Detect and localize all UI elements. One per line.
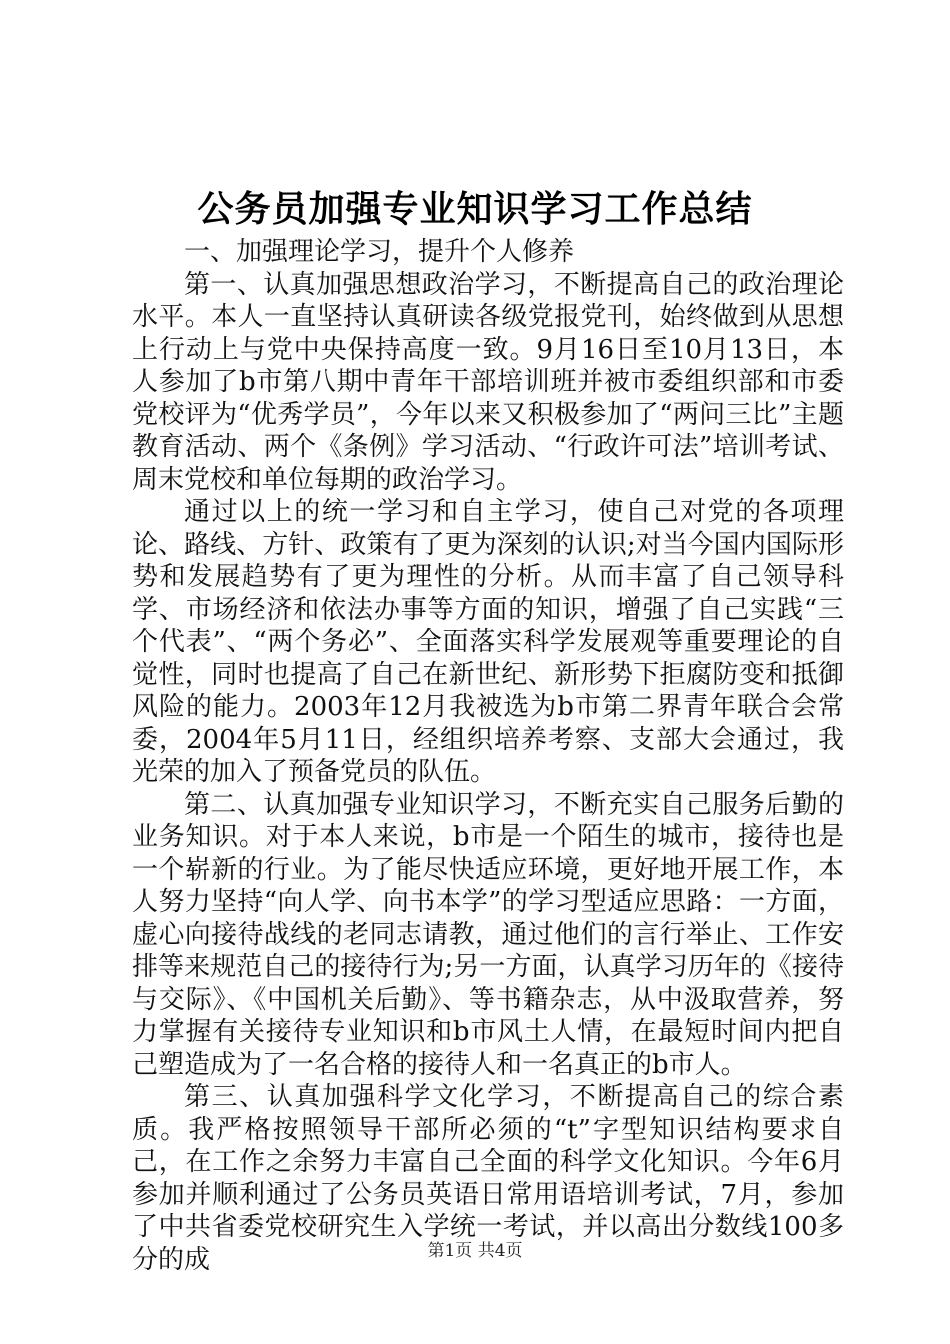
paragraph-4: 第三、认真加强科学文化学习，不断提高自己的综合素质。我严格按照领导干部所必须的“t”字型知识结构要求自己，在工作之余努力丰富自己全面的科学文化知识。今年6月参加并顺利通过了公务员英语日常用语培训考试，7月，参加了中共省委党校研究生入学统一考试，并以高出分数线100多分的成 — [132, 1082, 844, 1275]
document-body — [132, 236, 844, 1276]
section-heading: 一、加强理论学习，提升个人修养 — [184, 237, 575, 267]
paragraph-3: 第二、认真加强专业知识学习，不断充实自己服务后勤的业务知识。对于本人来说，b市是一个陌生的城市，接待也是一个崭新的行业。为了能尽快适应环境，更好地开展工作，本人努力坚持“向人学、向书本学”的学习型适应思路：一方面，虚心向接待战线的老同志请教，通过他们的言行举止、工作安排等来规范自己的接待行为;另一方面，认真学习历年的《接待与交际》、《中国机关后勤》、等书籍杂志，从中汲取营养，努力掌握有关接待专业知识和b市风土人情，在最短时间内把自己塑造成为了一名合格的接待人和一名真正的b市人。 — [132, 789, 844, 1080]
document-title: 公务员加强专业知识学习工作总结 — [197, 189, 753, 230]
page-number: 第1页 共4页 — [427, 1241, 523, 1261]
paragraph-1: 第一、认真加强思想政治学习，不断提高自己的政治理论水平。本人一直坚持认真研读各级党报党刊，始终做到从思想上行动上与党中央保持高度一致。9月16日至10月13日，本人参加了b市第八期中青年干部培训班并被市委组织部和市委党校评为“优秀学员”，今年以来又积极参加了“两问三比”主题教育活动、两个《条例》学习活动、“行政许可法”培训考试、周末党校和单位每期的政治学习。 — [132, 269, 844, 495]
paragraph-2: 通过以上的统一学习和自主学习，使自己对党的各项理论、路线、方针、政策有了更为深刻的认识;对当今国内国际形势和发展趋势有了更为理性的分析。从而丰富了自己领导科学、市场经济和依法办事等方面的知识，增强了自己实践“三个代表”、“两个务必”、全面落实科学发展观等重要理论的自觉性，同时也提高了自己在新世纪、新形势下拒腐防变和抵御风险的能力。2003年12月我被选为b市第二界青年联合会常委，2004年5月11日，经组织培养考察、支部大会通过，我光荣的加入了预备党员的队伍。 — [132, 497, 844, 787]
